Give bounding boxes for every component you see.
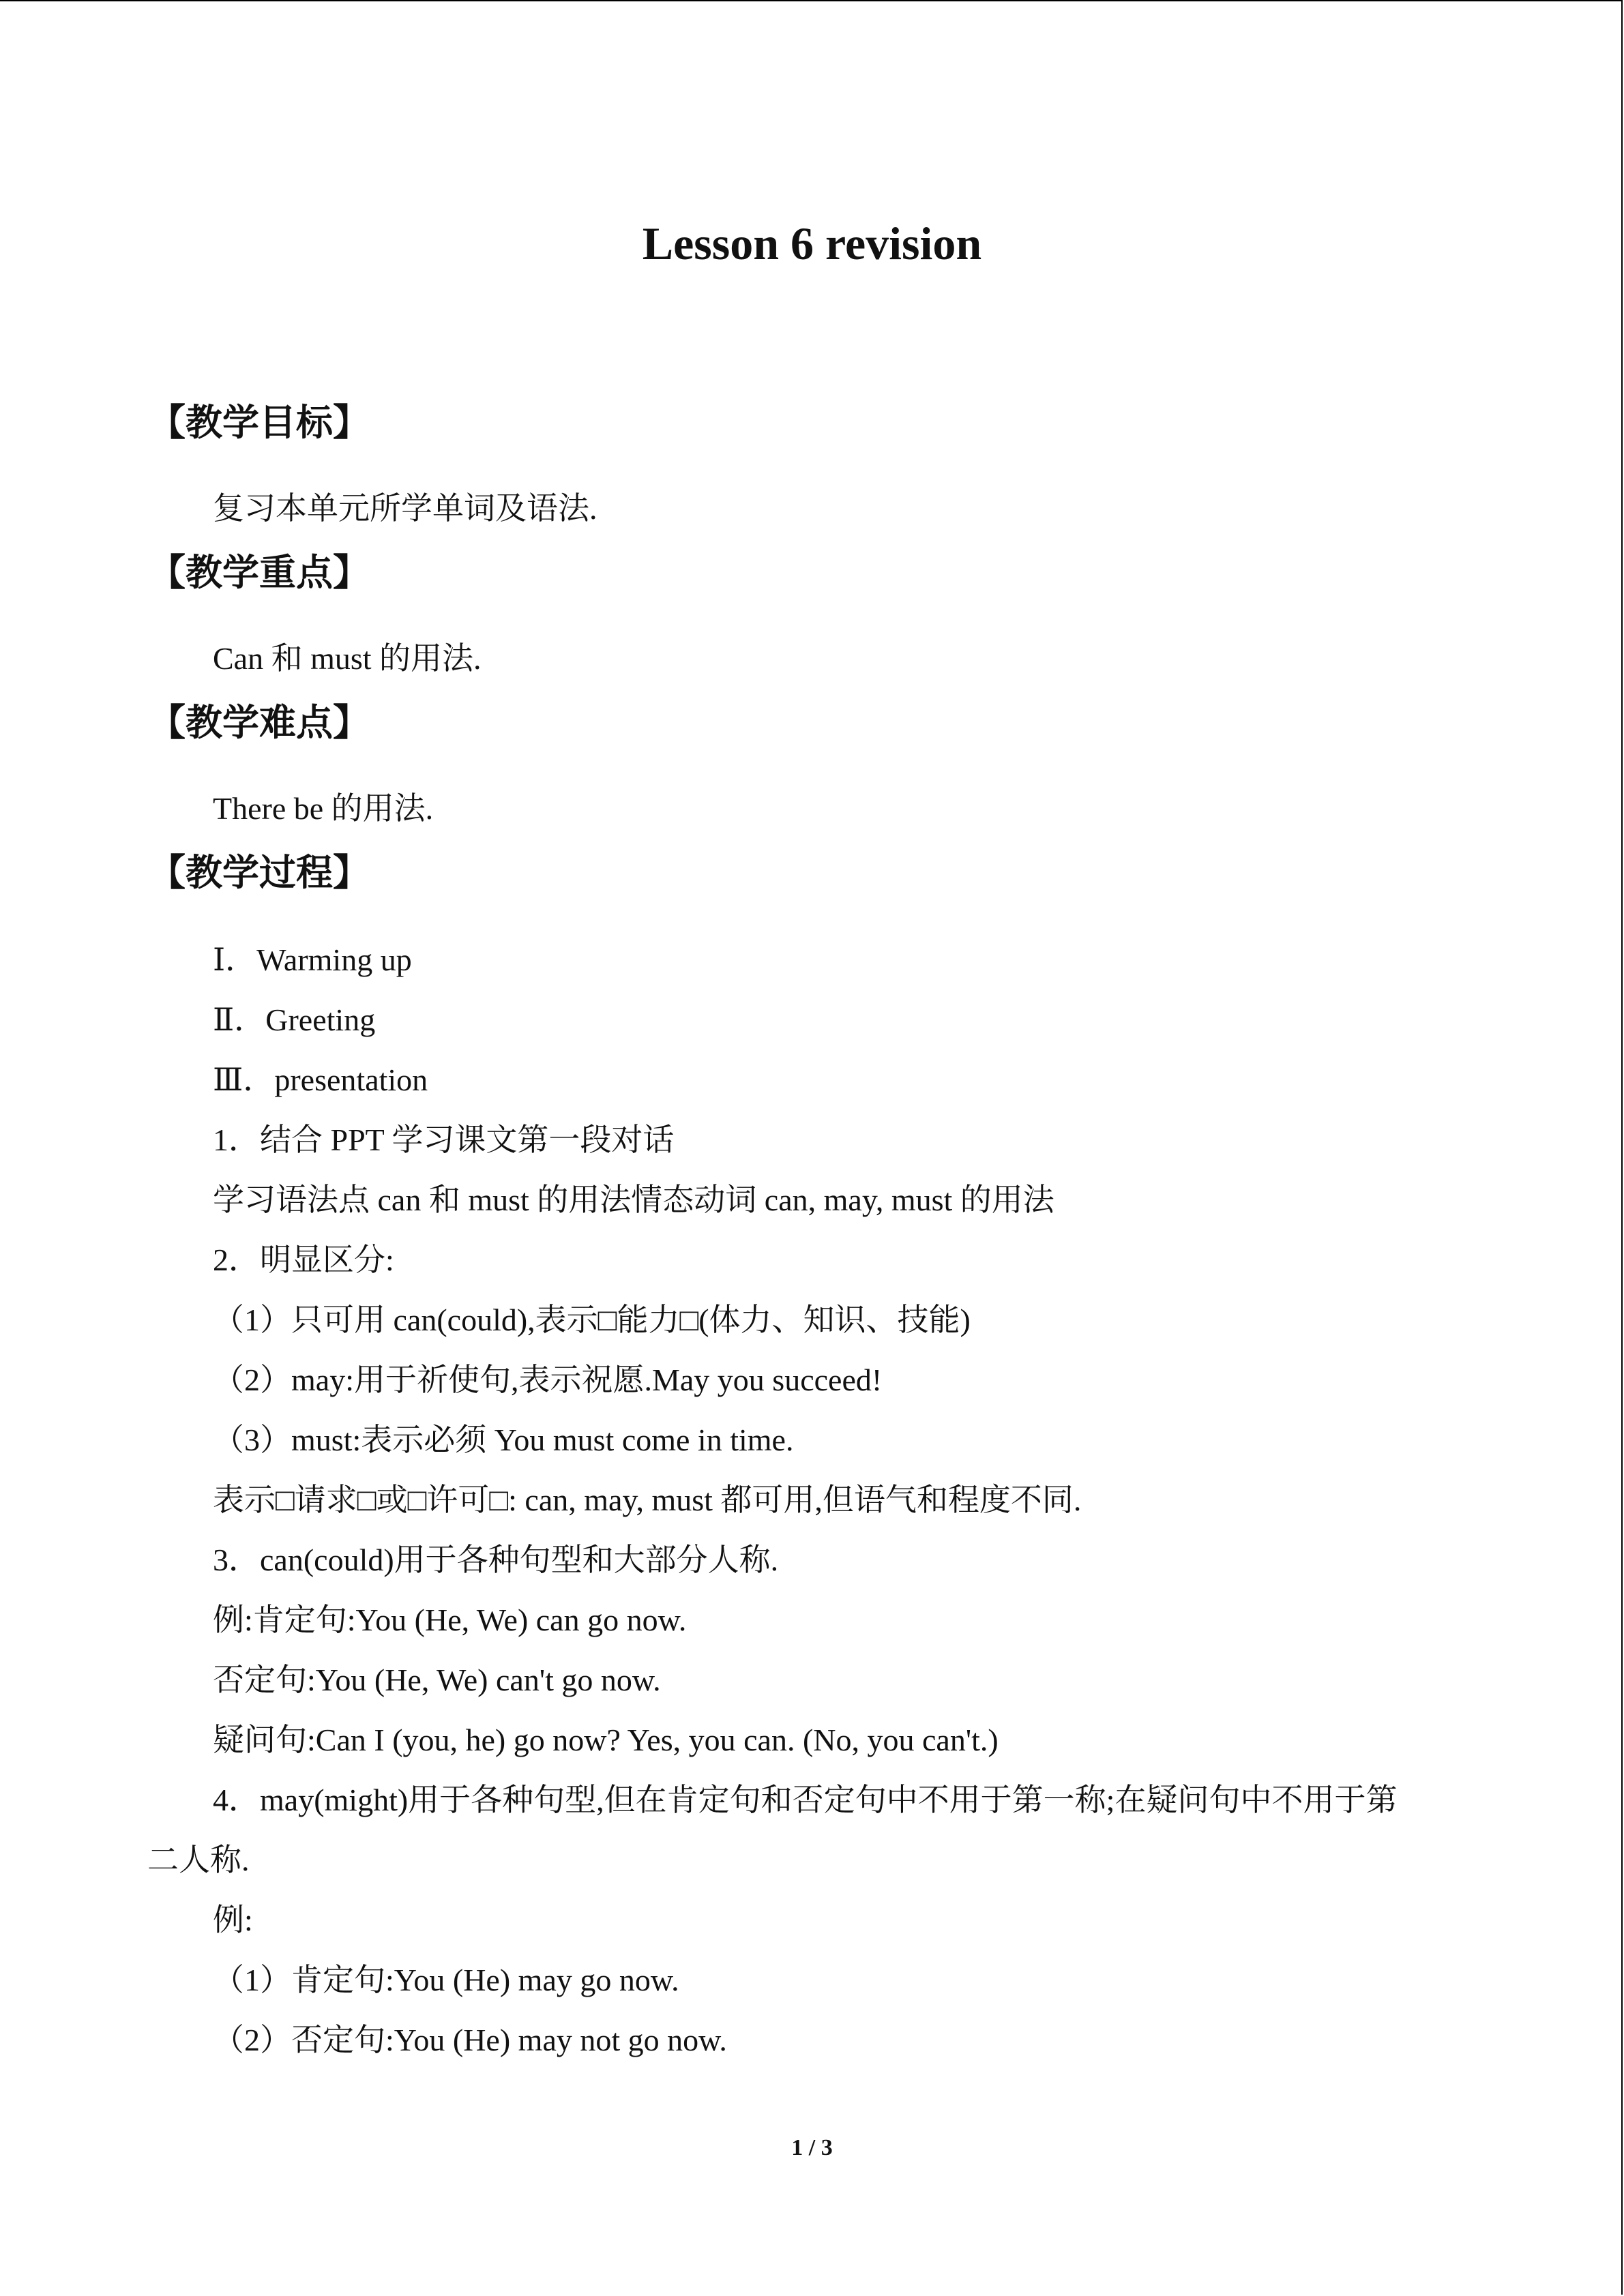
process-line: （1）肯定句:You (He) may go now.	[213, 1963, 679, 1997]
objectives-text: 复习本单元所学单词及语法.	[213, 491, 597, 526]
process-line: 学习语法点 can 和 must 的用法情态动词 can, may, must 的用法	[213, 1182, 1054, 1217]
process-line: 3．can(could)用于各种句型和大部分人称.	[213, 1542, 779, 1577]
heading-objectives: 【教学目标】	[149, 401, 370, 444]
document-title: Lesson 6 revision	[642, 218, 982, 269]
process-line: 例:肯定句:You (He, We) can go now.	[213, 1602, 687, 1637]
process-line: （3）must:表示必须 You must come in time.	[213, 1422, 794, 1457]
process-line: 否定句:You (He, We) can't go now.	[213, 1663, 661, 1697]
heading-difficulties: 【教学难点】	[149, 701, 370, 744]
process-line: （2）may:用于祈使句,表示祝愿.May you succeed!	[213, 1362, 883, 1397]
process-line: （1）只可用 can(could),表示□能力□(体力、知识、技能)	[213, 1302, 971, 1337]
process-line: Ⅰ．Warming up	[213, 942, 412, 977]
process-line: 疑问句:Can I (you, he) go now? Yes, you can. (No, you can't.)	[213, 1723, 999, 1757]
key-points-text: Can 和 must 的用法.	[213, 641, 482, 676]
process-line: 例:	[213, 1903, 253, 1937]
process-line: 2．明显区分:	[213, 1242, 394, 1277]
process-line: Ⅲ．presentation	[213, 1062, 428, 1097]
process-line: 1．结合 PPT 学习课文第一段对话	[213, 1122, 675, 1157]
page-number: 1 / 3	[791, 2135, 833, 2160]
difficulties-text: There be 的用法.	[213, 791, 434, 826]
heading-process: 【教学过程】	[149, 851, 370, 894]
process-line: 表示□请求□或□许可□: can, may, must 都可用,但语气和程度不同.	[213, 1482, 1082, 1517]
process-line: 4．may(might)用于各种句型,但在肯定句和否定句中不用于第一称;在疑问句中不用于第	[213, 1783, 1398, 1817]
process-line: （2）否定句:You (He) may not go now.	[213, 2023, 727, 2057]
process-line: 二人称.	[147, 1843, 250, 1877]
process-line: Ⅱ．Greeting	[213, 1002, 376, 1037]
heading-key-points: 【教学重点】	[149, 551, 370, 594]
